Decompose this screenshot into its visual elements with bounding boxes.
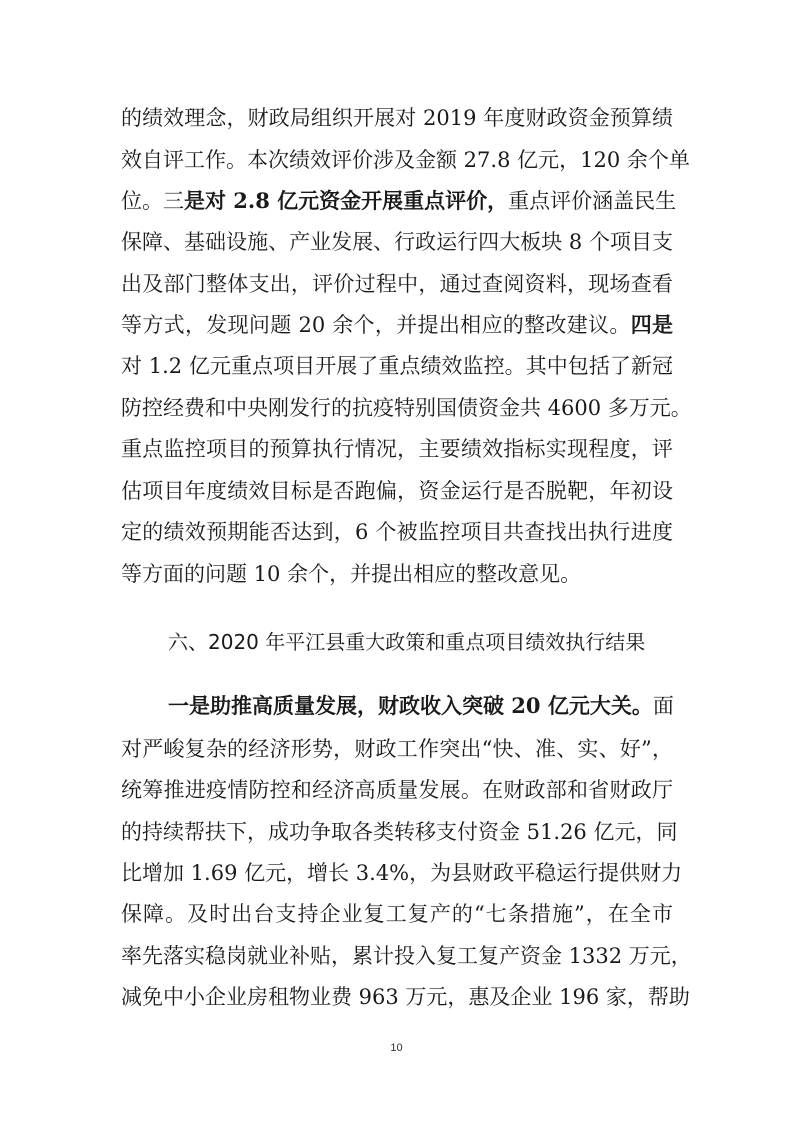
body-text-line: 保障。及时出台支持企业复工复产的“七条措施”，在全市 bbox=[121, 902, 673, 926]
body-text-line: 效自评工作。本次绩效评价涉及金额 27.8 亿元，120 余个单 bbox=[121, 148, 690, 172]
body-text-line bbox=[168, 686, 673, 726]
text-run: 等方式，发现问题 20 余个，并提出相应的整改建议。 bbox=[121, 313, 631, 337]
body-text-line: 重点监控项目的预算执行情况，主要绩效指标实现程度，评 bbox=[121, 437, 673, 461]
section-heading: 六、2020 年平江县重大政策和重点项目绩效执行结果 bbox=[168, 630, 646, 654]
bold-text-run: 是对 2.8 亿元资金开展重点评价， bbox=[184, 188, 509, 213]
body-text-line: 统筹推进疫情防控和经济高质量发展。在财政部和省财政厅 bbox=[121, 778, 673, 802]
body-text-line: 保障、基础设施、产业发展、行政运行四大板块 8 个项目支 bbox=[121, 230, 673, 254]
body-text-line: 减免中小企业房租物业费 963 万元，惠及企业 196 家，帮助 bbox=[121, 985, 690, 1009]
body-text-line: 等方面的问题 10 余个，并提出相应的整改意见。 bbox=[121, 562, 582, 586]
body-text-line: 防控经费和中央刚发行的抗疫特别国债资金共 4600 多万元。 bbox=[121, 396, 692, 420]
text-run: 面 bbox=[652, 694, 674, 718]
body-text-line: 估项目年度绩效目标是否跑偏，资金运行是否脱靶，年初设 bbox=[121, 479, 673, 503]
body-text-line: 的绩效理念，财政局组织开展对 2019 年度财政资金预算绩 bbox=[121, 106, 673, 130]
text-run: 位。三 bbox=[121, 189, 184, 213]
page-number: 10 bbox=[390, 1042, 403, 1054]
body-text-line bbox=[121, 181, 677, 221]
body-text-line: 比增加 1.69 亿元，增长 3.4%，为县财政平稳运行提供财力 bbox=[121, 861, 683, 885]
body-text-line: 的持续帮扶下，成功争取各类转移支付资金 51.26 亿元，同 bbox=[121, 820, 678, 844]
body-text-line: 对严峻复杂的经济形势，财政工作突出“快、准、实、好”， bbox=[121, 737, 673, 761]
body-text-line: 对 1.2 亿元重点项目开展了重点绩效监控。其中包括了新冠 bbox=[121, 354, 673, 378]
bold-text-run: 四是 bbox=[630, 312, 674, 337]
body-text-line bbox=[121, 305, 673, 345]
text-run: 重点评价涵盖民生 bbox=[508, 189, 677, 213]
body-text-line: 率先落实稳岗就业补贴，累计投入复工复产资金 1332 万元， bbox=[121, 944, 692, 968]
body-text-line: 定的绩效预期能否达到，6 个被监控项目共查找出执行进度 bbox=[121, 520, 673, 544]
bold-text-run: 一是助推高质量发展，财政收入突破 20 亿元大关。 bbox=[168, 693, 653, 718]
body-text-line: 出及部门整体支出，评价过程中，通过查阅资料，现场查看 bbox=[121, 272, 673, 296]
